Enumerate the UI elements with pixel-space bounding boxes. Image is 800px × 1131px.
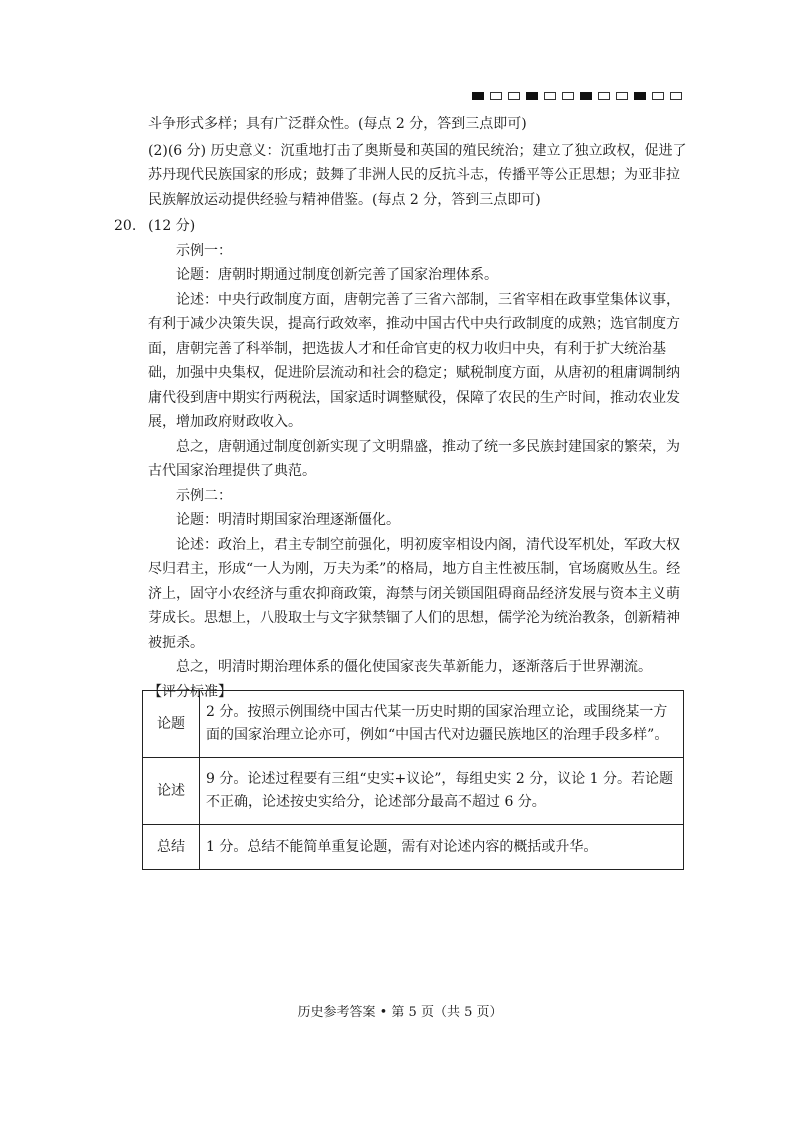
- example-argument: 论述：中央行政制度方面，唐朝完善了三省六部制，三省宰相在政事堂集体议事，有利于减少决策失误，提高行政效率，推动中国古代中央行政制度的成熟；选官制度方面，唐朝完善了科举制，把选拔人才和任命官吏的权力收归中央，有利于扩大统治基础，加强中央集权，促进阶层流动和社会的稳定；赋税制度方面，从唐初的租庸调制纳庸代役到唐中期实行两税法，国家适时调整赋役，保障了农民的生产时间，推动农业发展，增加政府财政收入。: [148, 291, 680, 430]
- question-number: 20.: [114, 218, 137, 234]
- header-mark: [616, 92, 628, 100]
- header-mark: [652, 92, 664, 100]
- criteria-label: 【评分标准】: [148, 683, 232, 700]
- header-mark: [490, 92, 502, 100]
- header-mark: [598, 92, 610, 100]
- criteria-name: 总结: [143, 825, 200, 870]
- example-thesis: 论题：唐朝时期通过制度创新完善了国家治理体系。: [176, 267, 498, 283]
- header-mark: [670, 92, 682, 100]
- criteria-description: 1 分。总结不能简单重复论题，需有对论述内容的概括或升华。: [200, 825, 684, 870]
- table-row: [143, 691, 684, 758]
- example-title: 示例二：: [176, 487, 232, 504]
- table-row: [143, 758, 684, 825]
- table-row: [143, 825, 684, 870]
- question-score: (12 分): [148, 218, 196, 234]
- header-mark: [526, 92, 538, 100]
- page-footer: 历史参考答案 • 第 5 页（共 5 页）: [297, 1005, 503, 1020]
- answer-paragraph: 斗争形式多样；具有广泛群众性。(每点 2 分，答到三点即可): [148, 116, 527, 132]
- criteria-description: 9 分。论述过程要有三组“史实+议论”，每组史实 2 分，议论 1 分。若论题不正确，论述按史实给分，论述部分最高不超过 6 分。: [200, 758, 684, 825]
- header-mark: [472, 92, 484, 100]
- header-mark: [544, 92, 556, 100]
- header-mark: [580, 92, 592, 100]
- question-20-heading: [114, 214, 688, 239]
- criteria-name: 论述: [143, 758, 200, 825]
- example-thesis: 论题：明清时期国家治理逐渐僵化。: [176, 512, 400, 528]
- example-argument: 论述：政治上，君主专制空前强化，明初废宰相设内阁，清代设军机处，军政大权尽归君主，形成“一人为刚，万夫为柔”的格局，地方自主性被压制，官场腐败丛生。经济上，固守小农经济与重农抑商政策，海禁与闭关锁国阻碍商品经济发展与资本主义萌芽成长。思想上，八股取士与文字狱禁锢了人们的思想，儒学沦为统治教条，创新精神被扼杀。: [148, 536, 681, 651]
- header-marks: [472, 92, 682, 100]
- header-mark: [562, 92, 574, 100]
- header-mark: [634, 92, 646, 100]
- example-summary: 总之，明清时期治理体系的僵化使国家丧失革新能力，逐渐落后于世界潮流。: [176, 659, 652, 675]
- example-title: 示例一：: [176, 242, 232, 259]
- answer-paragraph: (2)(6 分) 历史意义：沉重地打击了奥斯曼和英国的殖民统治；建立了独立政权，促进了苏丹现代民族国家的形成；鼓舞了非洲人民的反抗斗志，传播平等公正思想；为亚非拉民族解放运动提供经验与精神借鉴。(每点 2 分，答到三点即可): [148, 142, 687, 208]
- criteria-name: 论题: [143, 691, 200, 758]
- example-summary: 总之，唐朝通过制度创新实现了文明鼎盛，推动了统一多民族封建国家的繁荣，为古代国家治理提供了典范。: [148, 438, 680, 479]
- header-mark: [508, 92, 520, 100]
- criteria-description: 2 分。按照示例围绕中国古代某一历史时期的国家治理立论，或围绕某一方面的国家治理立论亦可，例如“中国古代对边疆民族地区的治理手段多样”。: [200, 691, 684, 758]
- scoring-table: [142, 690, 684, 870]
- answer-content: [114, 112, 688, 704]
